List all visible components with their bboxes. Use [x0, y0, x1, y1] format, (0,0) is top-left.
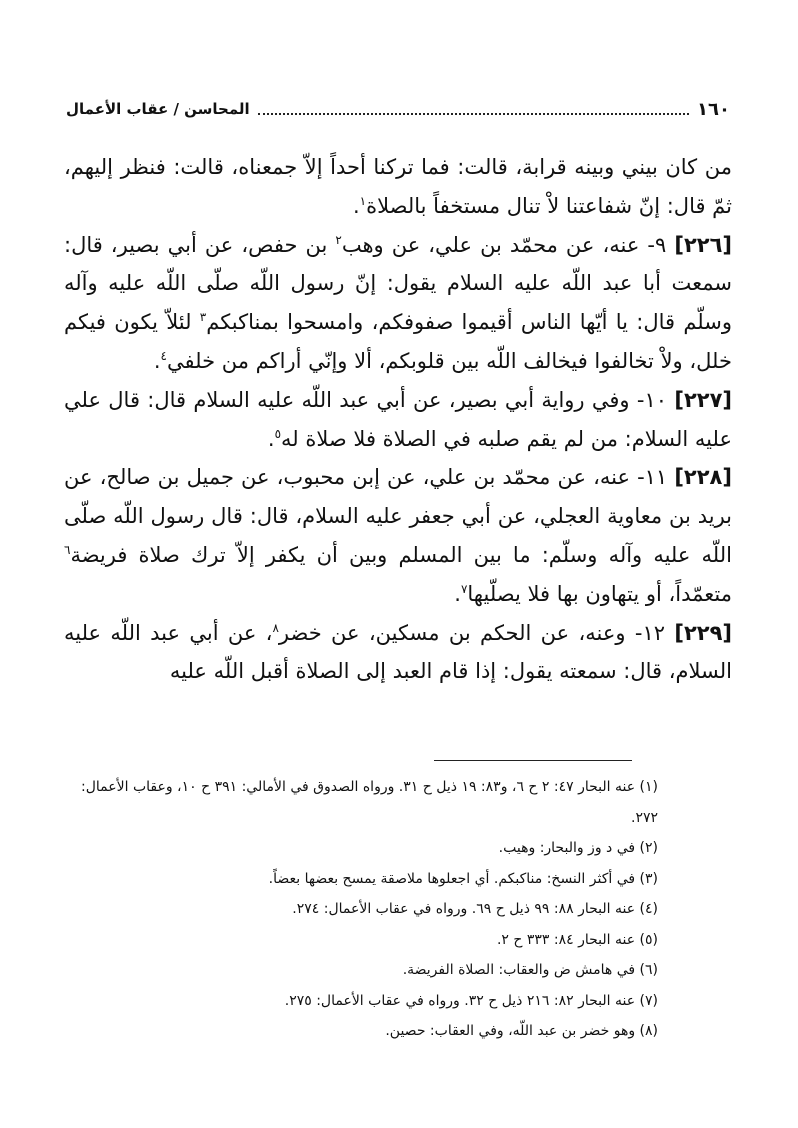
hadith-number: [٢٢٧] [674, 387, 732, 412]
page-number: ١٦٠ [697, 98, 730, 120]
footnote-ref: ٦ [64, 542, 71, 557]
footnote: (٣) في أكثر النسخ: مناكبكم. أي اجعلوها ملاصقة يمسح بعضها بعضاً. [268, 870, 658, 887]
footnote-separator [434, 760, 632, 761]
paragraph-text: ١٠- وفي رواية أبي بصير، عن أبي عبد اللّه عليه السلام قال: قال علي عليه السلام: من لم يقم صلبه في الصلاة فلا صلاة له [64, 387, 732, 451]
hadith-229 [64, 614, 732, 692]
paragraph-continuation: من كان بيني وبينه قرابة، قالت: فما تركنا أحداً إلاّ جمعناه، قالت: فنظر إليهم، ثمّ قال: إنّ شفاعتنا لاْ تنال مستخفاً بالصلاة$^١$. [64, 155, 732, 218]
running-header [66, 96, 730, 122]
paragraph-text: ١١- عنه، عن محمّد بن علي، عن إبن محبوب، عن جميل بن صالح، عن بريد بن معاوية العجلي، عن أبي جعفر عليه السلام، قال: قال رسول اللّه صلّى اللّه عليه وآله وسلّم: ما بين المسلم وبين أن يكفر إلاّ ترك صلاة فريضة [64, 465, 732, 567]
paragraph-text: متعمّداً، أو يتهاون بها فلا يصلّيها [467, 581, 732, 606]
footnote-ref: ٢ [335, 232, 342, 247]
footnote: (١) عنه البحار ٤٧: ٢ ح ٦، و٨٣: ١٩ ذيل ح ٣١. ورواه الصدوق في الأمالي: ٣٩١ ح ١٠، وعقاب الأعمال: ٢٧٢. [81, 779, 658, 826]
footnote: (٥) عنه البحار ٨٤: ٣٣٣ ح ٢. [496, 931, 658, 948]
footnote: (٧) عنه البحار ٨٢: ٢١٦ ذيل ح ٣٢. ورواه في عقاب الأعمال: ٢٧٥. [284, 992, 658, 1009]
footnote: (٤) عنه البحار ٨٨: ٩٩ ذيل ح ٦٩. ورواه في عقاب الأعمال: ٢٧٤. [292, 901, 658, 917]
paragraph-text: لئلاّ يكون فيكم خلل، ولاْ تخالفوا فيخالف اللّه بين قلوبكم، ألا وإنّي أراكم من خلفي [64, 310, 732, 373]
footnote-ref: ٣ [199, 310, 207, 325]
footnote-ref: ٧ [460, 581, 468, 596]
hadith-number: [٢٢٦] [674, 232, 732, 257]
footnote: (٦) في هامش ض والعقاب: الصلاة الفريضة. [402, 962, 658, 978]
hadith-number: [٢٢٨] [674, 465, 732, 490]
main-text [64, 148, 732, 691]
footnote: (٨) وهو خضر بن عبد اللّه، وفي العقاب: حصين. [385, 1023, 658, 1039]
footnote-ref: ٤ [160, 348, 167, 363]
hadith-228: [٢٢٨] ١١- عنه، عن محمّد بن علي، عن إبن محبوب، عن جميل بن صالح، عن بريد بن معاوية العجلي، عن أبي جعفر عليه السلام، قال: قال رسول اللّه صلّى اللّه عليه وآله وسلّم: ما بين المسلم وبين أن يكفر إلاّ ترك صلاة فريضة$^٦$ متعمّداً، أو يتهاون بها فلا يصلّيها$^٧$. [64, 465, 732, 606]
footnote: (٢) في د وز والبحار: وهيب. [498, 840, 658, 856]
hadith-227: [٢٢٧] ١٠- وفي رواية أبي بصير، عن أبي عبد اللّه عليه السلام قال: قال علي عليه السلام: من لم يقم صلبه في الصلاة فلا صلاة له$^٥$. [64, 387, 732, 451]
hadith-number: [٢٢٩] [674, 620, 732, 645]
paragraph-text: ، عن أبي عبد اللّه عليه السلام، قال: سمعته يقول: إذا قام العبد إلى الصلاة أقبل اللّه عليه [64, 620, 732, 684]
footnote-ref: ٨ [272, 620, 279, 635]
paragraph-text: بن حفص، عن أبي بصير، قال: سمعت أبا عبد اللّه عليه السلام يقول: إنّ رسول اللّه صلّى اللّه عليه وآله وسلّم قال: يا أيّها الناس أقيموا صفوفكم، وامسحوا بمناكبكم [64, 232, 732, 335]
paragraph-text: ١٢- وعنه، عن الحكم بن مسكين، عن خضر [278, 620, 665, 645]
paragraph-text: من كان بيني وبينه قرابة، قالت: فما تركنا أحداً إلاّ جمعناه، قالت: فنظر إليهم، ثمّ قال: إنّ شفاعتنا لاْ تنال مستخفاً بالصلاة [64, 155, 732, 218]
footnotes [64, 772, 658, 1047]
header-leader-dots [258, 113, 689, 115]
hadith-226: [٢٢٦] ٩- عنه، عن محمّد بن علي، عن وهب$^٢$ بن حفص، عن أبي بصير، قال: سمعت أبا عبد اللّه عليه السلام يقول: إنّ رسول اللّه صلّى اللّه عليه وآله وسلّم قال: يا أيّها الناس أقيموا صفوفكم، وامسحوا بمناكبكم$^٣$ لئلاّ يكون فيكم خلل، ولاْ تخالفوا فيخالف اللّه بين قلوبكم، ألا وإنّي أراكم من خلفي$^٤$. [64, 232, 732, 373]
footnote-ref: ٥ [274, 426, 282, 441]
footnote-ref: ١ [359, 193, 367, 208]
paragraph-text: ٩- عنه، عن محمّد بن علي، عن وهب [341, 232, 667, 257]
running-title: المحاسن / عقاب الأعمال [66, 100, 250, 118]
